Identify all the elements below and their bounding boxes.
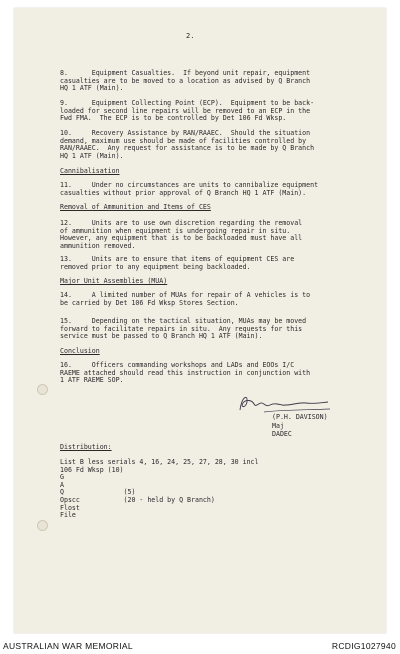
punch-hole [37, 520, 48, 531]
heading-conclusion: Conclusion [60, 347, 100, 355]
paragraph-15: 15. Depending on the tactical situation, MUAs may be moved forward to facilitate repairs in situ. Any requests for this service must be passed to Q Branch HQ 1 ATF (Main). [60, 317, 307, 341]
heading-major-unit-assemblies: Major Unit Assemblies (MUA) [60, 277, 168, 285]
heading-removal-of-ammunition: Removal of Ammunition and Items of CES [60, 203, 211, 211]
paragraph-9: 9. Equipment Collecting Point (ECP). Equipment to be back- loaded for second line repairs will be removed to an ECP in the Fwd FMA. The ECP is to be controlled by Det 106 Fd Wksp. [60, 99, 315, 123]
archive-name: AUSTRALIAN WAR MEMORIAL [3, 641, 133, 651]
punch-hole [37, 384, 48, 395]
signatory-title: DADEC [272, 430, 292, 438]
archive-reference: RCDIG1027940 [331, 641, 396, 651]
heading-cannibalisation: Cannibalisation [60, 167, 120, 175]
paragraph-10: 10. Recovery Assistance by RAN/RAAEC. Should the situation demand, maximum use should be made of facilities controlled by RAN/RAAEC. Any request for assistance is to be made by Q Branch HQ 1 ATF (Main). [60, 129, 315, 160]
distribution-heading: Distribution: [60, 443, 112, 451]
paragraph-16: 16. Officers commanding workshops and LADs and EOOs I/C RAEME attached should read this instruction in conjunction with 1 ATF RAEME SOP. [60, 361, 311, 385]
distribution-list: List B less serials 4, 16, 24, 25, 27, 28, 30 incl 106 Fd Wksp (10) G A Q (5) Opscc (20 - held by Q Branch) Flost File [60, 458, 259, 520]
page-number: 2. [186, 32, 195, 40]
archive-footer [0, 638, 400, 654]
paragraph-8: 8. Equipment Casualties. If beyond unit repair, equipment casualties are to be moved to a location as advised by Q Branch HQ 1 ATF (Main). [60, 69, 311, 93]
paragraph-11: 11. Under no circumstances are units to cannibalize equipment casualties without prior approval of Q Branch HQ 1 ATF (Main). [60, 181, 319, 197]
paragraph-14: 14. A limited number of MUAs for repair of A vehicles is to be carried by Det 106 Fd Wksp Stores Section. [60, 291, 311, 307]
signatory-rank: Maj [272, 422, 284, 430]
signatory-name: (P.H. DAVISON) [272, 413, 328, 421]
paragraph-12: 12. Units are to use own discretion regarding the removal of ammunition when equipment is undergoing repair in situ. However, any equipment that is to be backloaded must have all ammunition removed. [60, 219, 303, 250]
paragraph-13: 13. Units are to ensure that items of equipment CES are removed prior to any equipment being backloaded. [60, 255, 295, 271]
